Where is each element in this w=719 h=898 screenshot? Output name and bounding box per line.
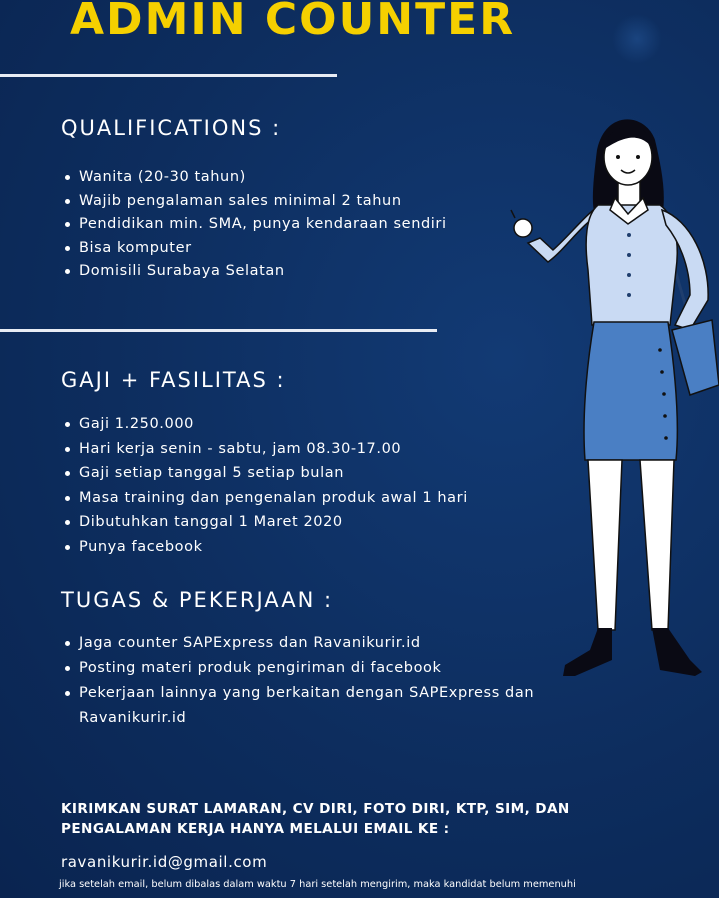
list-item: Jaga counter SAPExpress dan Ravanikurir.id [62, 631, 619, 656]
qualifications-heading: QUALIFICATIONS : [61, 116, 282, 140]
list-item: Domisili Surabaya Selatan [62, 260, 447, 284]
gaji-fasilitas-list [62, 412, 468, 560]
list-item: Wanita (20-30 tahun) [62, 166, 447, 190]
footnote: jika setelah email, belum dibalas dalam waktu 7 hari setelah mengirim, maka kandidat belum memenuhi [59, 879, 576, 890]
list-item: Wajib pengalaman sales minimal 2 tahun [62, 190, 447, 214]
list-item: Pendidikan min. SMA, punya kendaraan sendiri [62, 213, 447, 237]
list-item: Gaji 1.250.000 [62, 412, 468, 437]
divider-middle [0, 329, 437, 332]
divider-top [0, 74, 337, 77]
qualifications-list [62, 166, 447, 284]
list-item: Gaji setiap tanggal 5 setiap bulan [62, 461, 468, 486]
list-item: Punya facebook [62, 535, 468, 560]
list-item: Masa training dan pengenalan produk awal 1 hari [62, 486, 468, 511]
list-item: Bisa komputer [62, 237, 447, 261]
woman-illustration-icon [500, 100, 719, 690]
background-orb [612, 14, 662, 64]
gaji-fasilitas-heading: GAJI + FASILITAS : [61, 368, 286, 392]
list-item: Dibutuhkan tanggal 1 Maret 2020 [62, 510, 468, 535]
application-instruction: KIRIMKAN SURAT LAMARAN, CV DIRI, FOTO DIRI, KTP, SIM, DAN PENGALAMAN KERJA HANYA MELALUI EMAIL KE : [61, 801, 570, 837]
list-item: Hari kerja senin - sabtu, jam 08.30-17.00 [62, 437, 468, 462]
contact-email: ravanikurir.id@gmail.com [61, 853, 268, 871]
list-item: Pekerjaan lainnya yang berkaitan dengan SAPExpress dan Ravanikurir.id [62, 681, 619, 731]
tugas-heading: TUGAS & PEKERJAAN : [61, 588, 334, 612]
list-item: Posting materi produk pengiriman di facebook [62, 656, 619, 681]
page-title: ADMIN COUNTER [70, 0, 516, 45]
